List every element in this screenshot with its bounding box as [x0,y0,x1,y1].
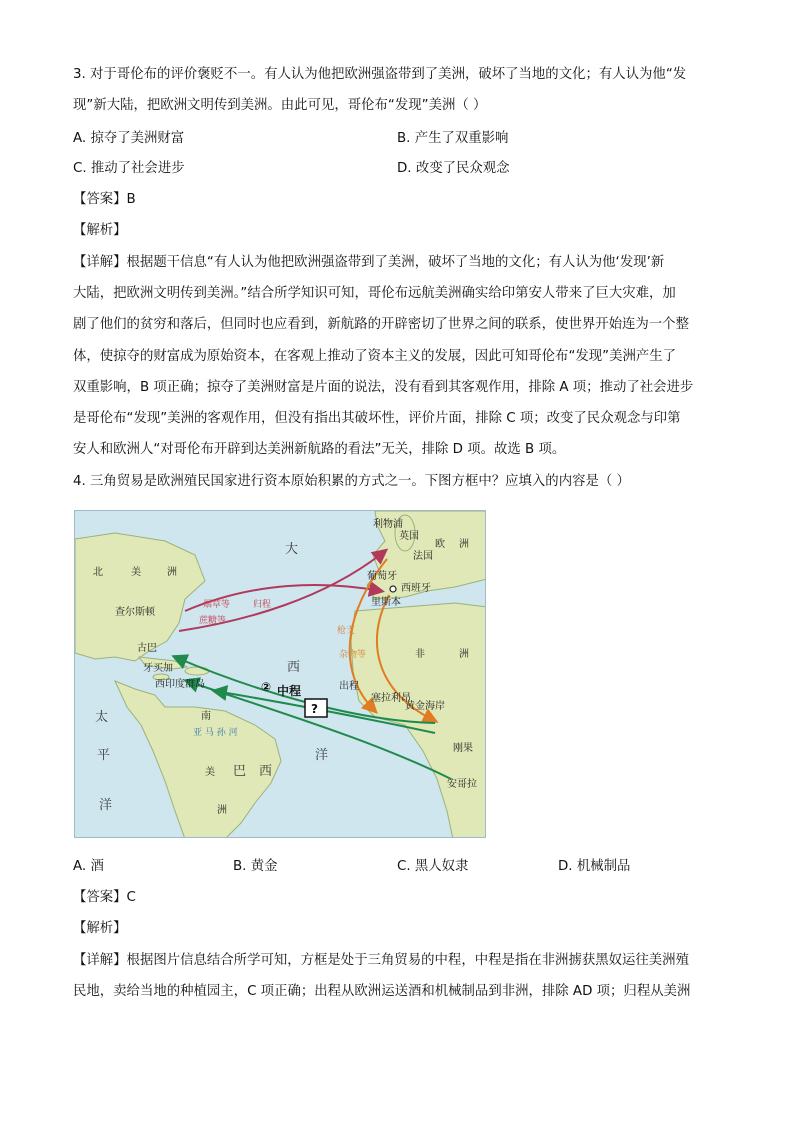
q4-analysis-heading: 【解析】 [73,921,127,936]
triangle-trade-map [74,510,486,838]
pacific-label: 洋 [99,798,113,813]
pacific-label: 平 [97,748,111,763]
question-box-mark: ? [311,702,318,716]
q4-option-d[interactable]: D. 机械制品 [558,859,631,874]
q3-option-d[interactable]: D. 改变了民众观念 [397,161,510,176]
north-america-label: 美 [131,567,141,578]
portugal-label: 葡萄牙 [367,571,397,582]
ocean-label: 大 [285,542,299,557]
africa-label: 非 [415,649,425,660]
liverpool-label: 利物浦 [373,519,403,530]
angola-label: 安哥拉 [447,779,477,790]
lisbon-marker [390,586,396,592]
south-america-label: 美 [205,767,215,778]
outbound-goods-label: 杂物等 [339,650,367,660]
outbound-goods-label: 枪支 [337,626,356,636]
q4-detail-line: 【详解】根据图片信息结合所学可知，方框是处于三角贸易的中程，中程是指在非洲掳获黑奴运往美洲殖 [73,953,689,968]
brazil-label: 西 [259,764,273,779]
return-goods-label: 蔗糖等 [199,616,227,626]
q4-detail-line: 民地，卖给当地的种植园主，C 项正确；出程从欧洲运送酒和机械制品到非洲，排除 AD 项；归程从美洲 [73,984,691,999]
return-route-label: 归程 [253,600,272,610]
gold-coast-label: 黄金海岸 [405,701,445,712]
spain-label: 西班牙 [401,583,431,594]
north-america-label: 洲 [167,567,177,578]
sierra-leone-label: 塞拉利昂 [371,693,411,704]
q4-option-b[interactable]: B. 黄金 [233,859,278,874]
ocean-label: 洋 [315,748,329,763]
q3-detail-line: 是哥伦布“发现”美洲的客观作用，但没有指出其破坏性，评价片面，排除 C 项；改变了民众观念与印第 [73,411,681,426]
q3-answer: 【答案】B [73,192,136,207]
west-indies-label: 西印度群岛 [155,679,205,690]
return-goods-label: 烟草等 [203,600,231,610]
france-label: 法国 [413,551,433,562]
q3-stem-line2: 现”新大陆，把欧洲文明传到美洲。由此可见，哥伦布“发现”美洲（ ） [73,98,487,113]
middle-route-number: ② [261,680,272,694]
europe-label: 欧 [435,539,445,550]
england-label: 英国 [399,531,419,542]
q3-detail-line: 体，使掠夺的财富成为原始资本，在客观上推动了资本主义的发展，因此可知哥伦布“发现”美洲产生了 [73,349,677,364]
ocean-label: 西 [287,660,301,675]
q3-detail-line: 大陆，把欧洲文明传到美洲。”结合所学知识可知，哥伦布远航美洲确实给印第安人带来了巨大灾难，加 [73,286,676,301]
cuba-label: 古巴 [137,643,157,654]
congo-label: 刚果 [453,743,473,754]
lisbon-label: 里斯本 [371,597,401,608]
q3-detail-line: 【详解】根据题干信息“有人认为他把欧洲强盗带到了美洲，破坏了当地的文化；有人认为他‘发现’新 [73,255,665,270]
q3-detail-line: 剧了他们的贫穷和落后，但同时也应看到，新航路的开辟密切了世界之间的联系，使世界开始连为一个整 [73,317,689,332]
q3-analysis-heading: 【解析】 [73,223,127,238]
north-america-label: 北 [93,567,103,578]
q3-option-c[interactable]: C. 推动了社会进步 [73,161,185,176]
q4-option-a[interactable]: A. 酒 [73,859,104,874]
amazon-label: 亚 马 孙 河 [193,728,238,738]
q3-option-b[interactable]: B. 产生了双重影响 [397,131,509,146]
south-america-label: 南 [201,711,211,722]
africa-label: 洲 [459,649,469,660]
middle-route-label: 中程 [277,684,302,698]
q3-detail-line: 安人和欧洲人“对哥伦布开辟到达美洲新航路的看法”无关，排除 D 项。故选 B 项。 [73,442,566,457]
hispaniola-land [185,667,209,675]
q4-answer: 【答案】C [73,890,136,905]
brazil-label: 巴 [233,764,247,779]
pacific-label: 太 [95,710,109,725]
jamaica-label: 牙买加 [143,663,173,674]
q3-stem-line1: 3. 对于哥伦布的评价褒贬不一。有人认为他把欧洲强盗带到了美洲，破坏了当地的文化；有人认为他“发 [73,67,687,82]
europe-label: 洲 [459,539,469,550]
q3-option-a[interactable]: A. 掠夺了美洲财富 [73,131,185,146]
q4-option-c[interactable]: C. 黑人奴隶 [397,859,469,874]
q4-stem: 4. 三角贸易是欧洲殖民国家进行资本原始积累的方式之一。下图方框中？应填入的内容是（ ） [73,474,630,489]
south-america-label: 洲 [217,805,227,816]
outbound-route-label: 出程 [339,681,359,692]
charleston-label: 查尔斯顿 [115,607,155,618]
q3-detail-line: 双重影响，B 项正确；掠夺了美洲财富是片面的说法，没有看到其客观作用，排除 A 项；推动了社会进步 [73,380,694,395]
